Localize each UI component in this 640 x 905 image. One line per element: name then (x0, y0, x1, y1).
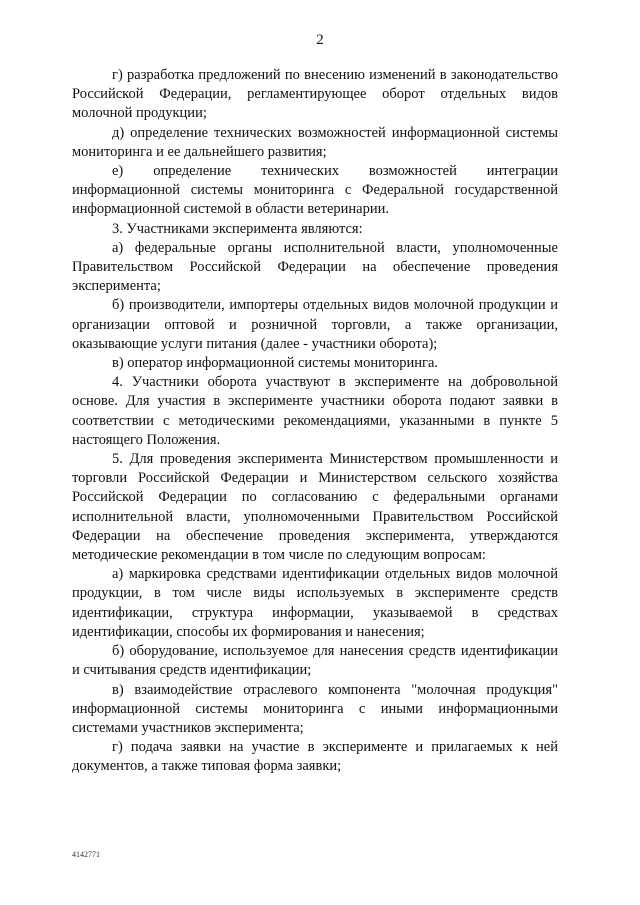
paragraph-4: 3. Участниками эксперимента являются: (112, 220, 363, 237)
paragraph-10: а) маркировка средствами идентификации отдельных видов молочной продукции, в том числе виды используемых в эксперименте средств идентификации, структура информации, указываемой в средствах идентификации, способы их формирования и нанесения; (72, 566, 558, 640)
paragraph-1: г) разработка предложений по внесению изменений в законодательство Российской Федерации, регламентирующее оборот отдельных видов молочной продукции; (72, 67, 558, 122)
paragraph-11: б) оборудование, используемое для нанесения средств идентификации и считывания средств идентификации; (72, 643, 558, 679)
paragraph-9: 5. Для проведения эксперимента Министерством промышленности и торговли Российской Федерации и Министерством сельского хозяйства Российской Федерации по согласованию с федеральными органами исполнительной власти, уполномоченными Правительством Российской Федерации на обеспечение проведения эксперимента, утверждаются методические рекомендации в том числе по следующим вопросам: (72, 451, 558, 564)
paragraph-6: б) производители, импортеры отдельных видов молочной продукции и организации оптовой и розничной торговли, а также организации, оказывающие услуги питания (далее - участники оборота); (72, 297, 558, 352)
paragraph-8: 4. Участники оборота участвуют в эксперименте на добровольной основе. Для участия в эксперименте участники оборота подают заявки в соответствии с методическими рекомендациями, указанными в пункте 5 настоящего Положения. (72, 374, 558, 448)
paragraph-7: в) оператор информационной системы мониторинга. (112, 355, 439, 372)
paragraph-5: а) федеральные органы исполнительной власти, уполномоченные Правительством Российской Федерации на обеспечение проведения эксперимента; (72, 239, 558, 295)
paragraph-13: г) подача заявки на участие в эксперименте и прилагаемых к ней документов, а также типовая форма заявки; (72, 739, 558, 775)
paragraph-2: д) определение технических возможностей информационной системы мониторинга и ее дальнейшего развития; (72, 124, 558, 160)
document-body (72, 66, 558, 777)
paragraph-12: в) взаимодействие отраслевого компонента "молочная продукция" информационной системы мониторинга с иными информационными системами участников эксперимента; (72, 681, 558, 736)
paragraph-3: е) определение технических возможностей интеграции информационной системы мониторинга с Федеральной государственной информационной системой в области ветеринарии. (72, 163, 558, 218)
document-code: 4142771 (72, 850, 100, 859)
page-number: 2 (316, 32, 324, 48)
